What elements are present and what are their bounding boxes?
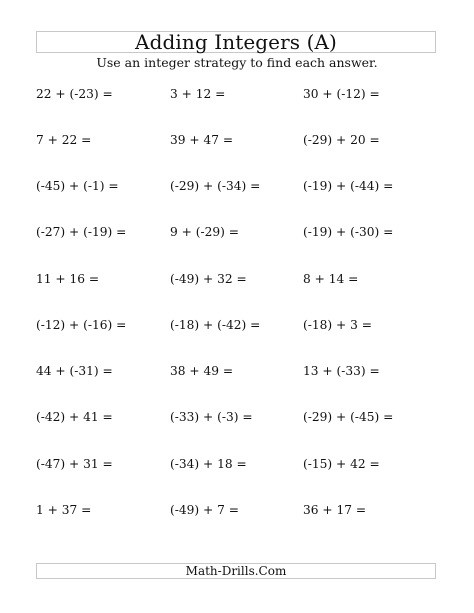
problem: (-49) + 7 = (170, 503, 239, 517)
problem: 8 + 14 = (303, 272, 359, 286)
problem: 9 + (-29) = (170, 225, 239, 239)
site-credit: Math-Drills.Com (185, 564, 287, 578)
problem: 38 + 49 = (170, 364, 234, 378)
problem: (-49) + 32 = (170, 272, 247, 286)
problem: (-15) + 42 = (303, 457, 380, 471)
problem: (-12) + (-16) = (36, 318, 127, 332)
problem: (-33) + (-3) = (170, 410, 253, 424)
problem: (-29) + (-45) = (303, 410, 394, 424)
problem: 36 + 17 = (303, 503, 367, 517)
worksheet-title: Adding Integers (A) (135, 30, 337, 54)
problem: (-29) + (-34) = (170, 179, 261, 193)
problem: (-19) + (-44) = (303, 179, 394, 193)
problem: 30 + (-12) = (303, 87, 380, 101)
worksheet-instructions: Use an integer strategy to find each answer. (96, 55, 378, 70)
problem: 11 + 16 = (36, 272, 100, 286)
problem: (-42) + 41 = (36, 410, 113, 424)
footer-box (36, 563, 436, 579)
problem: (-18) + (-42) = (170, 318, 261, 332)
problem: 22 + (-23) = (36, 87, 113, 101)
problem: (-47) + 31 = (36, 457, 113, 471)
problem: 1 + 37 = (36, 503, 92, 517)
problem: 7 + 22 = (36, 133, 92, 147)
problem: 13 + (-33) = (303, 364, 380, 378)
problem: 44 + (-31) = (36, 364, 113, 378)
problem: (-34) + 18 = (170, 457, 247, 471)
problem: 3 + 12 = (170, 87, 226, 101)
problem: (-19) + (-30) = (303, 225, 394, 239)
problem: (-27) + (-19) = (36, 225, 127, 239)
problem: (-18) + 3 = (303, 318, 372, 332)
problem: (-45) + (-1) = (36, 179, 119, 193)
problem: 39 + 47 = (170, 133, 234, 147)
problem: (-29) + 20 = (303, 133, 380, 147)
